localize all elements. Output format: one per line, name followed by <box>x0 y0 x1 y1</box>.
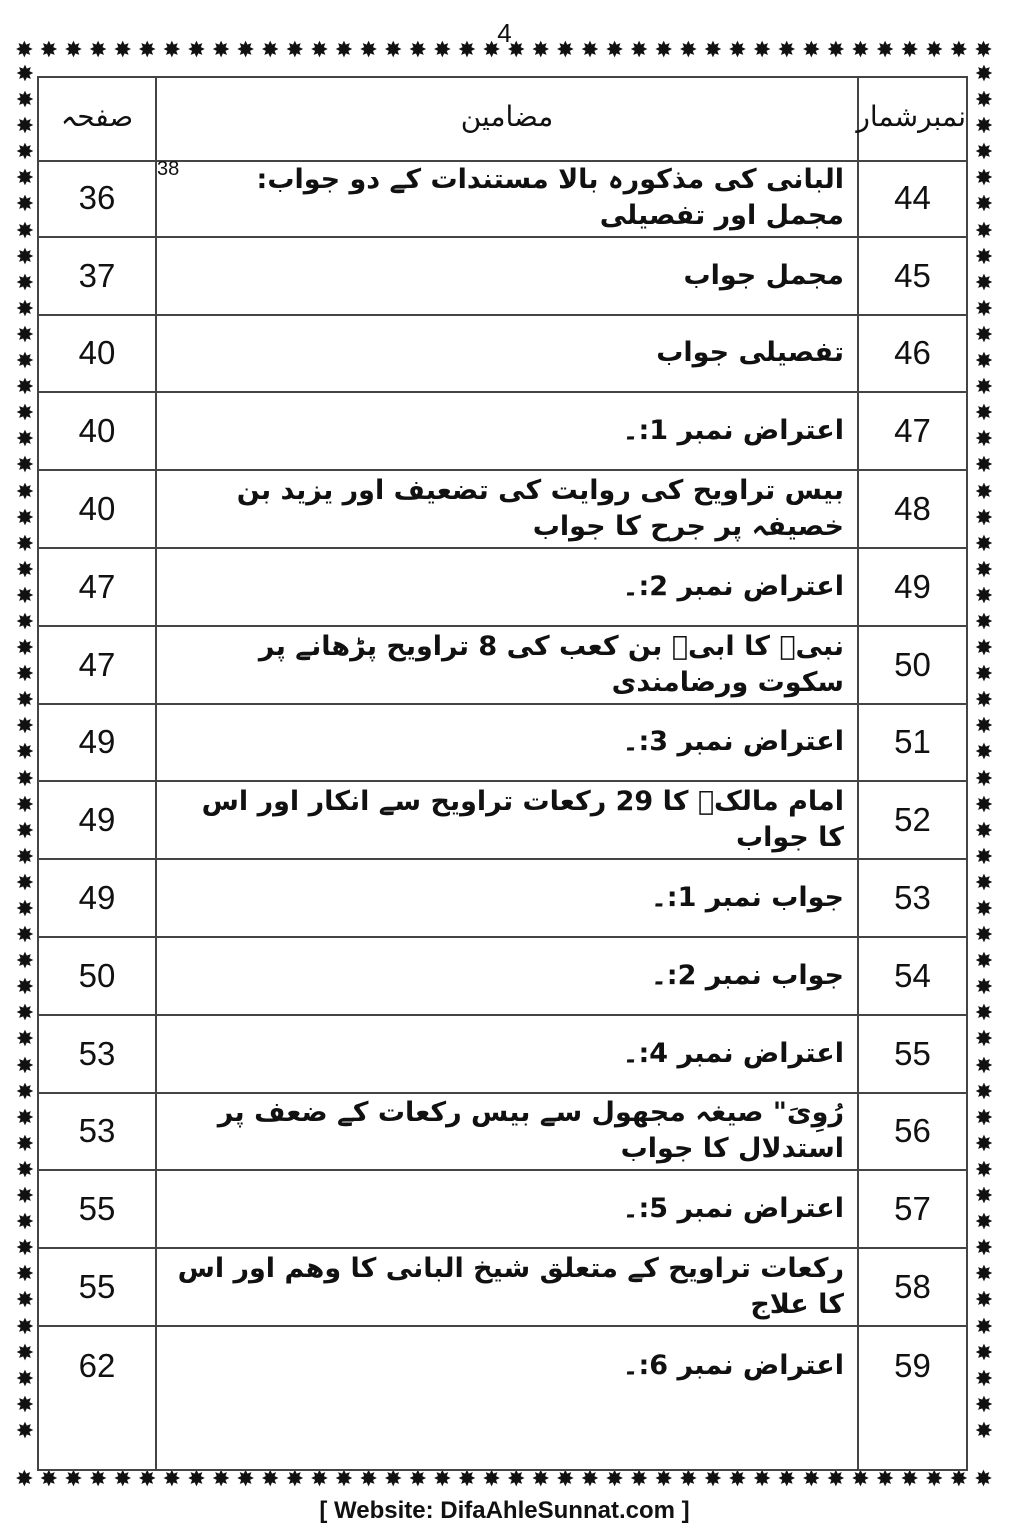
page-number: 4 <box>497 18 512 48</box>
row-page-number: 49 <box>78 801 116 839</box>
star-icon: ✸ <box>15 505 35 531</box>
star-icon: ✸ <box>974 140 994 166</box>
star-icon: ✸ <box>974 975 994 1001</box>
header-topics: مضامین <box>460 100 554 133</box>
star-icon: ✸ <box>925 1469 944 1492</box>
star-icon: ✸ <box>728 1469 747 1492</box>
row-topic <box>169 160 844 236</box>
row-serial-number: 51 <box>894 723 931 761</box>
row-page-number: 40 <box>78 412 116 450</box>
star-icon: ✸ <box>875 40 895 63</box>
star-icon: ✸ <box>15 1157 35 1183</box>
star-icon: ✸ <box>556 1469 575 1492</box>
star-icon: ✸ <box>974 1105 994 1131</box>
star-icon: ✸ <box>15 1236 35 1262</box>
star-icon: ✸ <box>974 1340 994 1366</box>
table-row <box>39 627 966 705</box>
row-serial-number: 56 <box>894 1112 931 1150</box>
star-icon: ✸ <box>15 1392 35 1418</box>
row-topic-text: اعتراض نمبر 4:۔ <box>622 1037 844 1069</box>
star-icon: ✸ <box>15 557 35 583</box>
row-topic <box>169 1171 844 1247</box>
star-icon: ✸ <box>39 40 59 63</box>
star-icon: ✸ <box>15 192 35 218</box>
row-serial-number: 52 <box>894 801 931 839</box>
row-topic-text: اعتراض نمبر 1:۔ <box>622 415 844 447</box>
star-icon: ✸ <box>974 609 994 635</box>
star-icon: ✸ <box>974 244 994 270</box>
star-icon: ✸ <box>64 40 83 63</box>
row-serial-number: 45 <box>894 256 931 294</box>
table-row <box>39 393 966 471</box>
table-header <box>39 78 966 162</box>
row-topic-text: اعتراض نمبر 2:۔ <box>622 570 844 602</box>
star-icon: ✸ <box>15 1262 35 1288</box>
row-topic-text: رُوِیَ" صیغہ مجھول سے بیس رکعات کے ضعف پر استدلال کا جواب <box>217 1097 844 1165</box>
star-icon: ✸ <box>236 40 255 63</box>
star-icon: ✸ <box>974 349 994 375</box>
star-icon: ✸ <box>15 1210 35 1236</box>
star-icon: ✸ <box>15 1418 35 1444</box>
star-icon: ✸ <box>974 1027 994 1053</box>
row-topic-text: جواب نمبر 2:۔ <box>650 959 844 991</box>
star-icon: ✸ <box>187 1469 206 1492</box>
star-icon: ✸ <box>383 1469 403 1492</box>
star-icon: ✸ <box>261 1469 280 1492</box>
star-icon: ✸ <box>900 1469 919 1492</box>
star-icon: ✸ <box>826 40 846 63</box>
star-icon: ✸ <box>851 1469 870 1492</box>
star-icon: ✸ <box>974 557 994 583</box>
star-icon: ✸ <box>974 114 994 140</box>
star-icon: ✸ <box>974 531 994 557</box>
star-icon: ✸ <box>802 1469 821 1492</box>
table-row <box>39 238 966 316</box>
star-icon: ✸ <box>777 1469 796 1492</box>
row-serial-number: 46 <box>894 334 931 372</box>
star-icon: ✸ <box>974 322 994 348</box>
row-topic <box>169 471 844 547</box>
star-icon: ✸ <box>974 427 994 453</box>
row-serial-number: 54 <box>894 956 931 994</box>
star-icon: ✸ <box>974 1001 994 1027</box>
row-page-number: 40 <box>78 490 116 528</box>
star-icon: ✸ <box>88 1469 108 1492</box>
star-icon: ✸ <box>162 1469 182 1492</box>
star-icon: ✸ <box>359 1469 378 1492</box>
star-icon: ✸ <box>15 583 35 609</box>
table-row <box>39 1171 966 1249</box>
row-topic-text: امام مالکؒ کا 29 رکعات تراویح سے انکار اور اس کا جواب <box>201 786 844 854</box>
star-icon: ✸ <box>974 792 994 818</box>
table-row <box>39 705 966 783</box>
star-icon: ✸ <box>974 662 994 688</box>
star-border-left <box>12 64 38 1469</box>
star-icon: ✸ <box>15 1053 35 1079</box>
star-icon: ✸ <box>752 40 772 63</box>
star-icon: ✸ <box>974 1392 994 1418</box>
star-icon: ✸ <box>531 1469 550 1492</box>
star-icon: ✸ <box>802 40 821 63</box>
star-icon: ✸ <box>285 40 305 63</box>
header-serial-number: نمبرشمار <box>856 100 966 133</box>
star-icon: ✸ <box>15 740 35 766</box>
star-icon: ✸ <box>15 349 35 375</box>
star-icon: ✸ <box>900 40 919 63</box>
star-icon: ✸ <box>15 218 35 244</box>
star-icon: ✸ <box>15 609 35 635</box>
star-icon: ✸ <box>482 40 501 63</box>
row-topic <box>169 549 844 625</box>
row-topic-text: بیس تراویح کی روایت کی تضعیف اور یزید بن خصیفہ پر جرح کا جواب <box>236 475 844 543</box>
row-topic-text: اعتراض نمبر 6:۔ <box>622 1349 844 1381</box>
star-icon: ✸ <box>433 40 452 63</box>
star-icon: ✸ <box>974 64 994 87</box>
star-icon: ✸ <box>15 88 35 114</box>
star-icon: ✸ <box>15 1366 35 1392</box>
star-icon: ✸ <box>15 688 35 714</box>
star-icon: ✸ <box>310 1469 329 1492</box>
star-icon: ✸ <box>974 714 994 740</box>
star-icon: ✸ <box>15 322 35 348</box>
star-border-top <box>12 40 997 66</box>
star-icon: ✸ <box>15 296 35 322</box>
star-icon: ✸ <box>15 1288 35 1314</box>
star-icon: ✸ <box>974 583 994 609</box>
row-topic <box>169 1094 844 1170</box>
star-icon: ✸ <box>15 427 35 453</box>
table-row <box>39 1094 966 1172</box>
star-icon: ✸ <box>15 636 35 662</box>
star-icon: ✸ <box>949 40 969 63</box>
table-row <box>39 1016 966 1094</box>
star-icon: ✸ <box>728 40 747 63</box>
star-icon: ✸ <box>15 1469 34 1492</box>
star-icon: ✸ <box>408 40 428 63</box>
star-icon: ✸ <box>629 40 649 63</box>
star-icon: ✸ <box>974 1314 994 1340</box>
star-icon: ✸ <box>15 1314 35 1340</box>
star-border-right <box>971 64 997 1469</box>
star-icon: ✸ <box>15 818 35 844</box>
row-topic <box>169 316 844 392</box>
star-icon: ✸ <box>15 140 35 166</box>
star-icon: ✸ <box>654 1469 673 1492</box>
star-icon: ✸ <box>974 192 994 218</box>
row-topic <box>169 393 844 469</box>
row-topic-text: البانی کی مذکورہ بالا مستندات کے دو جواب: مجمل اور تفصیلی <box>256 163 844 231</box>
row-serial-number: 47 <box>894 412 931 450</box>
row-page-number: 47 <box>78 645 116 683</box>
row-page-number: 49 <box>78 879 116 917</box>
star-icon: ✸ <box>113 40 132 63</box>
star-icon: ✸ <box>974 949 994 975</box>
star-icon: ✸ <box>974 1131 994 1157</box>
star-icon: ✸ <box>974 40 993 63</box>
star-icon: ✸ <box>506 40 526 63</box>
star-icon: ✸ <box>236 1469 255 1492</box>
star-icon: ✸ <box>15 1105 35 1131</box>
row-serial-number: 44 <box>894 178 931 216</box>
star-icon: ✸ <box>974 270 994 296</box>
star-icon: ✸ <box>15 1131 35 1157</box>
star-icon: ✸ <box>679 40 698 63</box>
row-topic <box>169 1249 844 1325</box>
star-icon: ✸ <box>408 1469 428 1492</box>
header-page: صفحہ <box>60 100 134 133</box>
row-page-number: 37 <box>78 256 116 294</box>
row-topic-text: جواب نمبر 1:۔ <box>650 882 844 914</box>
row-topic <box>169 860 844 936</box>
row-topic-text: نبیؐ کا ابیؓ بن کعب کی 8 تراویح پڑھانے پر سکوت ورضامندی <box>258 630 844 698</box>
star-icon: ✸ <box>113 1469 132 1492</box>
star-icon: ✸ <box>15 375 35 401</box>
row-page-number: 50 <box>78 956 116 994</box>
margin-note: 38 <box>157 158 180 180</box>
row-serial-number: 48 <box>894 490 931 528</box>
row-serial-number: 58 <box>894 1268 931 1306</box>
star-icon: ✸ <box>482 1469 501 1492</box>
table-body <box>39 160 966 1405</box>
star-icon: ✸ <box>64 1469 83 1492</box>
star-icon: ✸ <box>15 1001 35 1027</box>
star-icon: ✸ <box>703 1469 723 1492</box>
star-icon: ✸ <box>974 1262 994 1288</box>
star-icon: ✸ <box>15 453 35 479</box>
star-icon: ✸ <box>15 114 35 140</box>
row-topic <box>169 705 844 781</box>
row-serial-number: 59 <box>894 1346 931 1384</box>
star-icon: ✸ <box>974 1418 994 1444</box>
star-icon: ✸ <box>310 40 329 63</box>
star-icon: ✸ <box>15 662 35 688</box>
star-icon: ✸ <box>974 1184 994 1210</box>
star-icon: ✸ <box>334 40 354 63</box>
star-icon: ✸ <box>383 40 403 63</box>
star-icon: ✸ <box>88 40 108 63</box>
star-icon: ✸ <box>15 923 35 949</box>
row-serial-number: 49 <box>894 567 931 605</box>
star-icon: ✸ <box>974 88 994 114</box>
row-page-number: 62 <box>78 1346 116 1384</box>
table-row <box>39 938 966 1016</box>
star-icon: ✸ <box>974 1210 994 1236</box>
star-icon: ✸ <box>974 1469 993 1492</box>
star-icon: ✸ <box>15 64 35 87</box>
star-icon: ✸ <box>334 1469 354 1492</box>
row-topic-text: مجمل جواب <box>683 259 844 291</box>
star-icon: ✸ <box>15 897 35 922</box>
row-topic <box>169 627 844 703</box>
row-topic <box>169 1016 844 1092</box>
star-icon: ✸ <box>15 792 35 818</box>
row-page-number: 49 <box>78 723 116 761</box>
star-icon: ✸ <box>974 688 994 714</box>
row-topic-text: اعتراض نمبر 3:۔ <box>622 726 844 758</box>
star-icon: ✸ <box>580 40 600 63</box>
table-row <box>39 549 966 627</box>
table-row <box>39 316 966 394</box>
star-icon: ✸ <box>138 40 157 63</box>
row-topic-text: رکعات تراویح کے متعلق شیخ البانی کا وھم اور اس کا علاج <box>177 1253 844 1321</box>
star-icon: ✸ <box>974 479 994 505</box>
table-row <box>39 1249 966 1327</box>
star-icon: ✸ <box>974 296 994 322</box>
row-page-number: 55 <box>78 1268 116 1306</box>
table-row <box>39 160 966 238</box>
star-icon: ✸ <box>974 453 994 479</box>
star-icon: ✸ <box>556 40 575 63</box>
star-icon: ✸ <box>531 40 550 63</box>
star-icon: ✸ <box>457 40 477 63</box>
star-icon: ✸ <box>15 479 35 505</box>
row-page-number: 53 <box>78 1034 116 1072</box>
star-icon: ✸ <box>974 218 994 244</box>
star-icon: ✸ <box>875 1469 895 1492</box>
star-icon: ✸ <box>15 40 34 63</box>
star-icon: ✸ <box>187 40 206 63</box>
star-icon: ✸ <box>679 1469 698 1492</box>
star-icon: ✸ <box>15 766 35 792</box>
star-icon: ✸ <box>15 1184 35 1210</box>
star-icon: ✸ <box>15 270 35 296</box>
star-icon: ✸ <box>974 897 994 922</box>
star-icon: ✸ <box>605 1469 624 1492</box>
star-icon: ✸ <box>925 40 944 63</box>
star-icon: ✸ <box>211 40 231 63</box>
star-icon: ✸ <box>15 844 35 870</box>
star-icon: ✸ <box>605 40 624 63</box>
star-icon: ✸ <box>974 870 994 896</box>
star-icon: ✸ <box>15 714 35 740</box>
star-icon: ✸ <box>974 818 994 844</box>
star-icon: ✸ <box>974 401 994 427</box>
star-icon: ✸ <box>974 844 994 870</box>
star-icon: ✸ <box>457 1469 477 1492</box>
star-icon: ✸ <box>826 1469 846 1492</box>
row-topic-text: اعتراض نمبر 5:۔ <box>622 1193 844 1225</box>
star-icon: ✸ <box>39 1469 59 1492</box>
star-icon: ✸ <box>15 531 35 557</box>
row-page-number: 40 <box>78 334 116 372</box>
star-icon: ✸ <box>506 1469 526 1492</box>
star-icon: ✸ <box>974 1366 994 1392</box>
star-icon: ✸ <box>974 636 994 662</box>
star-icon: ✸ <box>15 401 35 427</box>
row-topic <box>169 938 844 1014</box>
row-serial-number: 53 <box>894 879 931 917</box>
star-icon: ✸ <box>15 244 35 270</box>
star-icon: ✸ <box>974 375 994 401</box>
star-icon: ✸ <box>777 40 796 63</box>
row-page-number: 53 <box>78 1112 116 1150</box>
row-page-number: 47 <box>78 567 116 605</box>
star-icon: ✸ <box>974 1288 994 1314</box>
star-icon: ✸ <box>580 1469 600 1492</box>
star-icon: ✸ <box>15 166 35 192</box>
footer-website: [ Website: DifaAhleSunnat.com ] <box>319 1497 690 1524</box>
star-icon: ✸ <box>974 166 994 192</box>
row-topic <box>169 1327 844 1405</box>
star-icon: ✸ <box>629 1469 649 1492</box>
star-icon: ✸ <box>851 40 870 63</box>
star-icon: ✸ <box>974 923 994 949</box>
star-border-bottom <box>12 1469 997 1495</box>
star-icon: ✸ <box>974 1157 994 1183</box>
star-icon: ✸ <box>15 1079 35 1105</box>
star-icon: ✸ <box>974 1053 994 1079</box>
table-row <box>39 782 966 860</box>
row-page-number: 36 <box>78 178 116 216</box>
table-of-contents <box>37 76 968 1471</box>
star-icon: ✸ <box>949 1469 969 1492</box>
row-serial-number: 57 <box>894 1190 931 1228</box>
star-icon: ✸ <box>15 1027 35 1053</box>
star-icon: ✸ <box>752 1469 772 1492</box>
star-icon: ✸ <box>703 40 723 63</box>
star-icon: ✸ <box>359 40 378 63</box>
star-icon: ✸ <box>974 1079 994 1105</box>
star-icon: ✸ <box>211 1469 231 1492</box>
star-icon: ✸ <box>285 1469 305 1492</box>
star-icon: ✸ <box>15 949 35 975</box>
star-icon: ✸ <box>15 1340 35 1366</box>
row-topic <box>169 782 844 858</box>
row-serial-number: 50 <box>894 645 931 683</box>
star-icon: ✸ <box>15 975 35 1001</box>
row-topic <box>169 238 844 314</box>
row-topic-text: تفصیلی جواب <box>656 337 844 369</box>
star-icon: ✸ <box>433 1469 452 1492</box>
table-row <box>39 1327 966 1405</box>
star-icon: ✸ <box>261 40 280 63</box>
star-icon: ✸ <box>138 1469 157 1492</box>
star-icon: ✸ <box>162 40 182 63</box>
row-serial-number: 55 <box>894 1034 931 1072</box>
star-icon: ✸ <box>15 870 35 896</box>
star-icon: ✸ <box>974 766 994 792</box>
star-icon: ✸ <box>974 1236 994 1262</box>
star-icon: ✸ <box>654 40 673 63</box>
star-icon: ✸ <box>974 505 994 531</box>
star-icon: ✸ <box>974 740 994 766</box>
table-row <box>39 471 966 549</box>
table-row <box>39 860 966 938</box>
row-page-number: 55 <box>78 1190 116 1228</box>
